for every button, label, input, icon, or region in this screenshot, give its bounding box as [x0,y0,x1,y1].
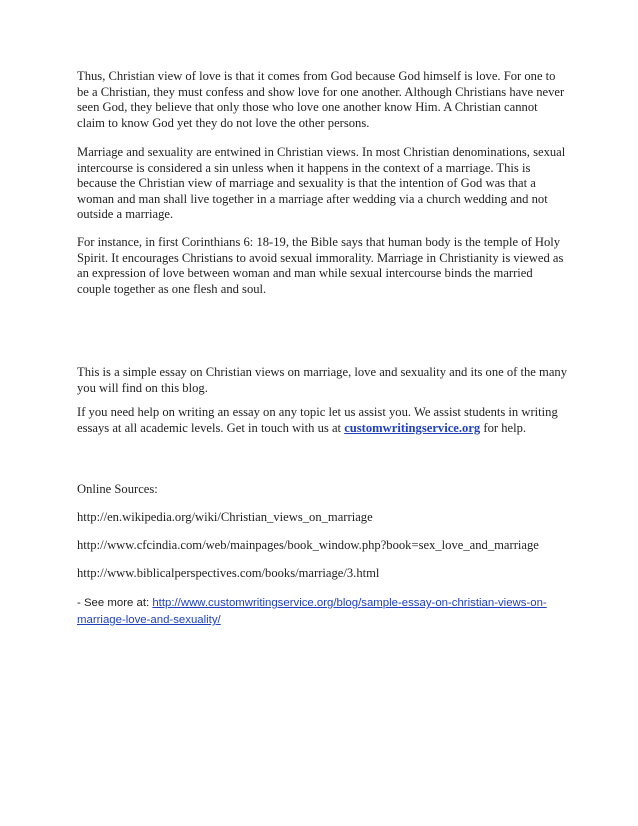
text-line: seen God, they believe that only those who love one another know Him. A Christian cannot [77,100,538,115]
text-line: be a Christian, they must confess and show love for one another. Although Christians have never [77,84,565,99]
sources-heading: Online Sources: [77,482,158,496]
text-line: because the Christian view of marriage and sexuality is that the intention of God was that a [77,176,536,191]
text-line [77,612,567,629]
source-link-cfcindia: http://www.cfcindia.com/web/mainpages/book_window.php?book=sex_love_and_marriage [77,538,539,552]
text-fragment: for help. [480,420,527,435]
see-more-link-continued[interactable]: marriage-love-and-sexuality/ [77,614,221,626]
paragraph-help [77,405,567,436]
text-line: For instance, in first Corinthians 6: 18-19, the Bible says that human body is the temple of Holy [77,235,561,249]
see-more-block [77,595,567,629]
paragraph-essay-intro [77,365,567,396]
text-line: This is a simple essay on Christian views on marriage, love and sexuality and its one of the many [77,365,568,379]
text-line: claim to know God yet they do not love the other persons. [77,115,370,130]
source-link-wikipedia: http://en.wikipedia.org/wiki/Christian_views_on_marriage [77,510,373,524]
text-line: woman and man shall live together in a marriage after wedding via a church wedding and not [77,191,548,206]
paragraph-love [77,69,567,131]
text-line: you will find on this blog. [77,380,208,395]
text-line: outside a marriage. [77,207,174,222]
text-line [77,595,567,612]
text-line [77,421,567,437]
see-more-link[interactable]: http://www.customwritingservice.org/blog/sample-essay-on-christian-views-on- [152,597,547,609]
source-link-biblicalperspectives: http://www.biblicalperspectives.com/books/marriage/3.html [77,566,380,580]
text-line: couple together as one flesh and soul. [77,281,267,296]
text-line: an expression of love between woman and man while sexual intercourse binds the married [77,266,533,281]
text-line: Marriage and sexuality are entwined in Christian views. In most Christian denominations, sexual [77,145,566,159]
paragraph-corinthians [77,235,567,297]
text-line: Thus, Christian view of love is that it comes from God because God himself is love. For one to [77,69,556,83]
text-line: Spirit. It encourages Christians to avoid sexual immorality. Marriage in Christianity is viewed as [77,250,564,265]
text-fragment: essays at all academic levels. Get in touch with us at [77,420,345,435]
text-line: If you need help on writing an essay on any topic let us assist you. We assist students in writing [77,405,558,419]
text-line: intercourse is considered a sin unless when it happens in the context of a marriage. This is [77,160,531,175]
see-more-prefix: - See more at: [77,597,153,609]
customwritingservice-link[interactable]: customwritingservice.org [344,420,481,435]
paragraph-marriage [77,145,567,223]
